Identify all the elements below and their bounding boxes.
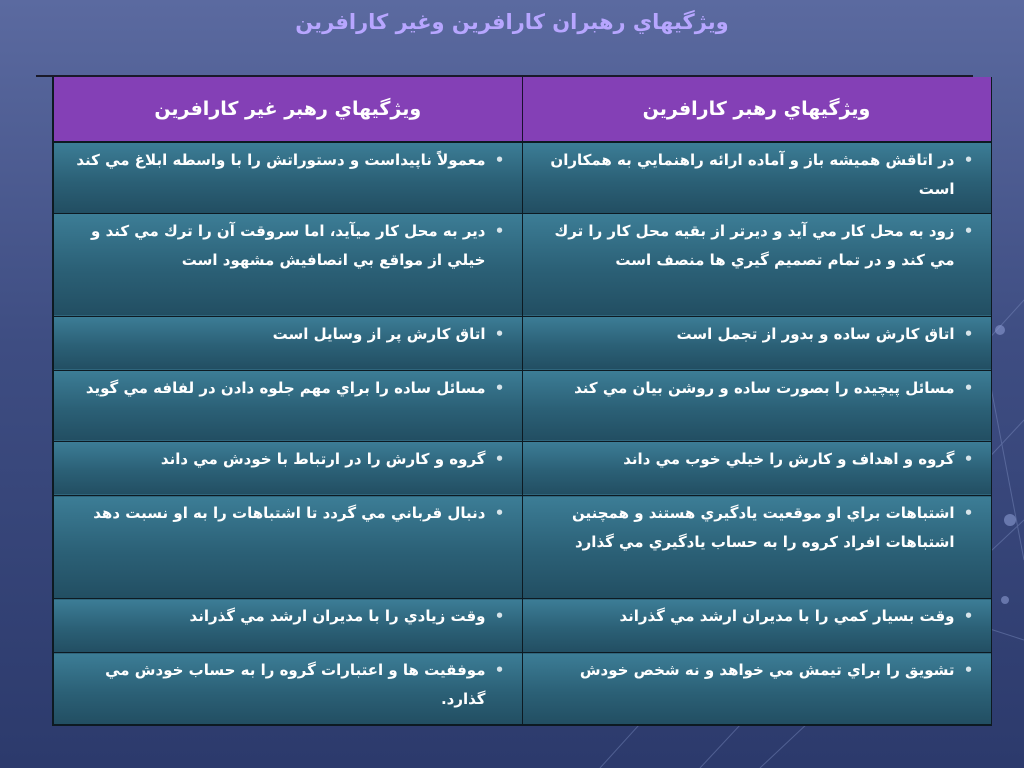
bullet-item: [60, 217, 514, 275]
bullet-item: [60, 445, 514, 474]
bullet-icon: •: [494, 449, 505, 468]
cell-entrepreneurial: [522, 653, 991, 725]
cell-text: دير به محل كار ميآيد، اما سروقت آن را ترك مي كند و خيلي از مواقع بي انصافيش مشهود است: [91, 221, 486, 269]
bullet-item: [60, 499, 514, 528]
cell-text: وقت بسيار كمي را با مديران ارشد مي گذراند: [619, 607, 955, 626]
cell-text: مسائل ساده را براي مهم جلوه دادن در لفافه مي گويد: [85, 378, 486, 397]
bullet-icon: •: [963, 661, 974, 680]
cell-text: اتاق كارش پر از وسايل است: [272, 324, 486, 343]
cell-text: گروه و اهداف و كارش را خيلي خوب مي داند: [623, 449, 955, 468]
bullet-item: [529, 499, 983, 557]
bullet-icon: •: [963, 449, 974, 468]
bullet-icon: •: [963, 607, 974, 626]
slide-title: ويژگيهاي رهبران كارافرين وغير كارافرين: [295, 10, 729, 34]
table-row: [53, 316, 991, 370]
table-row: [53, 599, 991, 653]
bullet-item: [60, 320, 514, 349]
bullet-icon: •: [494, 661, 505, 680]
bullet-item: [529, 217, 983, 275]
cell-entrepreneurial: [522, 142, 991, 213]
cell-non-entrepreneurial: [53, 496, 522, 599]
cell-text: اتاق كارش ساده و بدور از تجمل است: [676, 324, 955, 343]
table-row: [53, 370, 991, 441]
cell-text: در اتاقش هميشه باز و آماده ارائه راهنمايي به همكاران است: [550, 151, 955, 198]
comparison-table-wrap: [52, 77, 990, 726]
bullet-item: [60, 656, 514, 714]
cell-entrepreneurial: [522, 213, 991, 316]
bullet-item: [60, 374, 514, 403]
bullet-item: [529, 445, 983, 474]
cell-non-entrepreneurial: [53, 599, 522, 653]
cell-text: معمولاً ناپيداست و دستوراتش را با واسطه ابلاغ مي كند: [76, 151, 486, 169]
cell-entrepreneurial: [522, 441, 991, 495]
cell-text: موفقيت ها و اعتبارات گروه را به حساب خودش مي گذارد.: [105, 661, 486, 709]
bullet-icon: •: [963, 324, 974, 343]
bullet-icon: •: [963, 151, 974, 169]
bullet-item: [529, 656, 983, 685]
cell-non-entrepreneurial: [53, 370, 522, 441]
table-row: [53, 496, 991, 599]
header-entrepreneurial-leader: ويژگيهاي رهبر كارافرين: [522, 77, 991, 142]
cell-non-entrepreneurial: [53, 213, 522, 316]
cell-text: مسائل پيچيده را بصورت ساده و روشن بيان مي كند: [574, 378, 955, 397]
bullet-icon: •: [494, 151, 505, 169]
bullet-icon: •: [494, 221, 505, 240]
cell-non-entrepreneurial: [53, 142, 522, 213]
cell-text: وقت زيادي را با مديران ارشد مي گذراند: [189, 607, 486, 626]
cell-text: دنبال قرباني مي گردد تا اشتباهات را به او نسبت دهد: [93, 504, 486, 523]
cell-entrepreneurial: [522, 316, 991, 370]
bullet-item: [529, 602, 983, 631]
comparison-table: [52, 77, 992, 726]
header-non-entrepreneurial-leader: ويژگيهاي رهبر غير كارافرين: [53, 77, 522, 142]
cell-text: گروه و كارش را در ارتباط با خودش مي داند: [160, 449, 486, 468]
bullet-item: [60, 146, 514, 175]
cell-text: اشتباهات براي او موقعيت يادگيري هستند و همچنين اشتباهات افراد كروه را به حساب يادگيري مي گذارد: [571, 504, 955, 552]
bullet-icon: •: [494, 378, 505, 397]
bullet-item: [60, 602, 514, 631]
table-row: [53, 142, 991, 213]
bullet-item: [529, 146, 983, 204]
cell-text: زود به محل كار مي آيد و ديرتر از بقيه محل كار را ترك مي كند و در تمام تصميم گيري ها منصف است: [554, 221, 955, 269]
table-header-row: [53, 77, 991, 142]
table-row: [53, 213, 991, 316]
bullet-icon: •: [494, 607, 505, 626]
cell-entrepreneurial: [522, 370, 991, 441]
cell-non-entrepreneurial: [53, 316, 522, 370]
bullet-item: [529, 320, 983, 349]
bullet-icon: •: [494, 324, 505, 343]
table-row: [53, 653, 991, 725]
bullet-icon: •: [963, 221, 974, 240]
bullet-item: [529, 374, 983, 403]
cell-non-entrepreneurial: [53, 441, 522, 495]
cell-non-entrepreneurial: [53, 653, 522, 725]
cell-entrepreneurial: [522, 496, 991, 599]
bullet-icon: •: [963, 504, 974, 523]
cell-entrepreneurial: [522, 599, 991, 653]
bullet-icon: •: [963, 378, 974, 397]
table-row: [53, 441, 991, 495]
cell-text: تشويق را براي تيمش مي خواهد و نه شخص خودش: [579, 661, 955, 680]
bullet-icon: •: [494, 504, 505, 523]
